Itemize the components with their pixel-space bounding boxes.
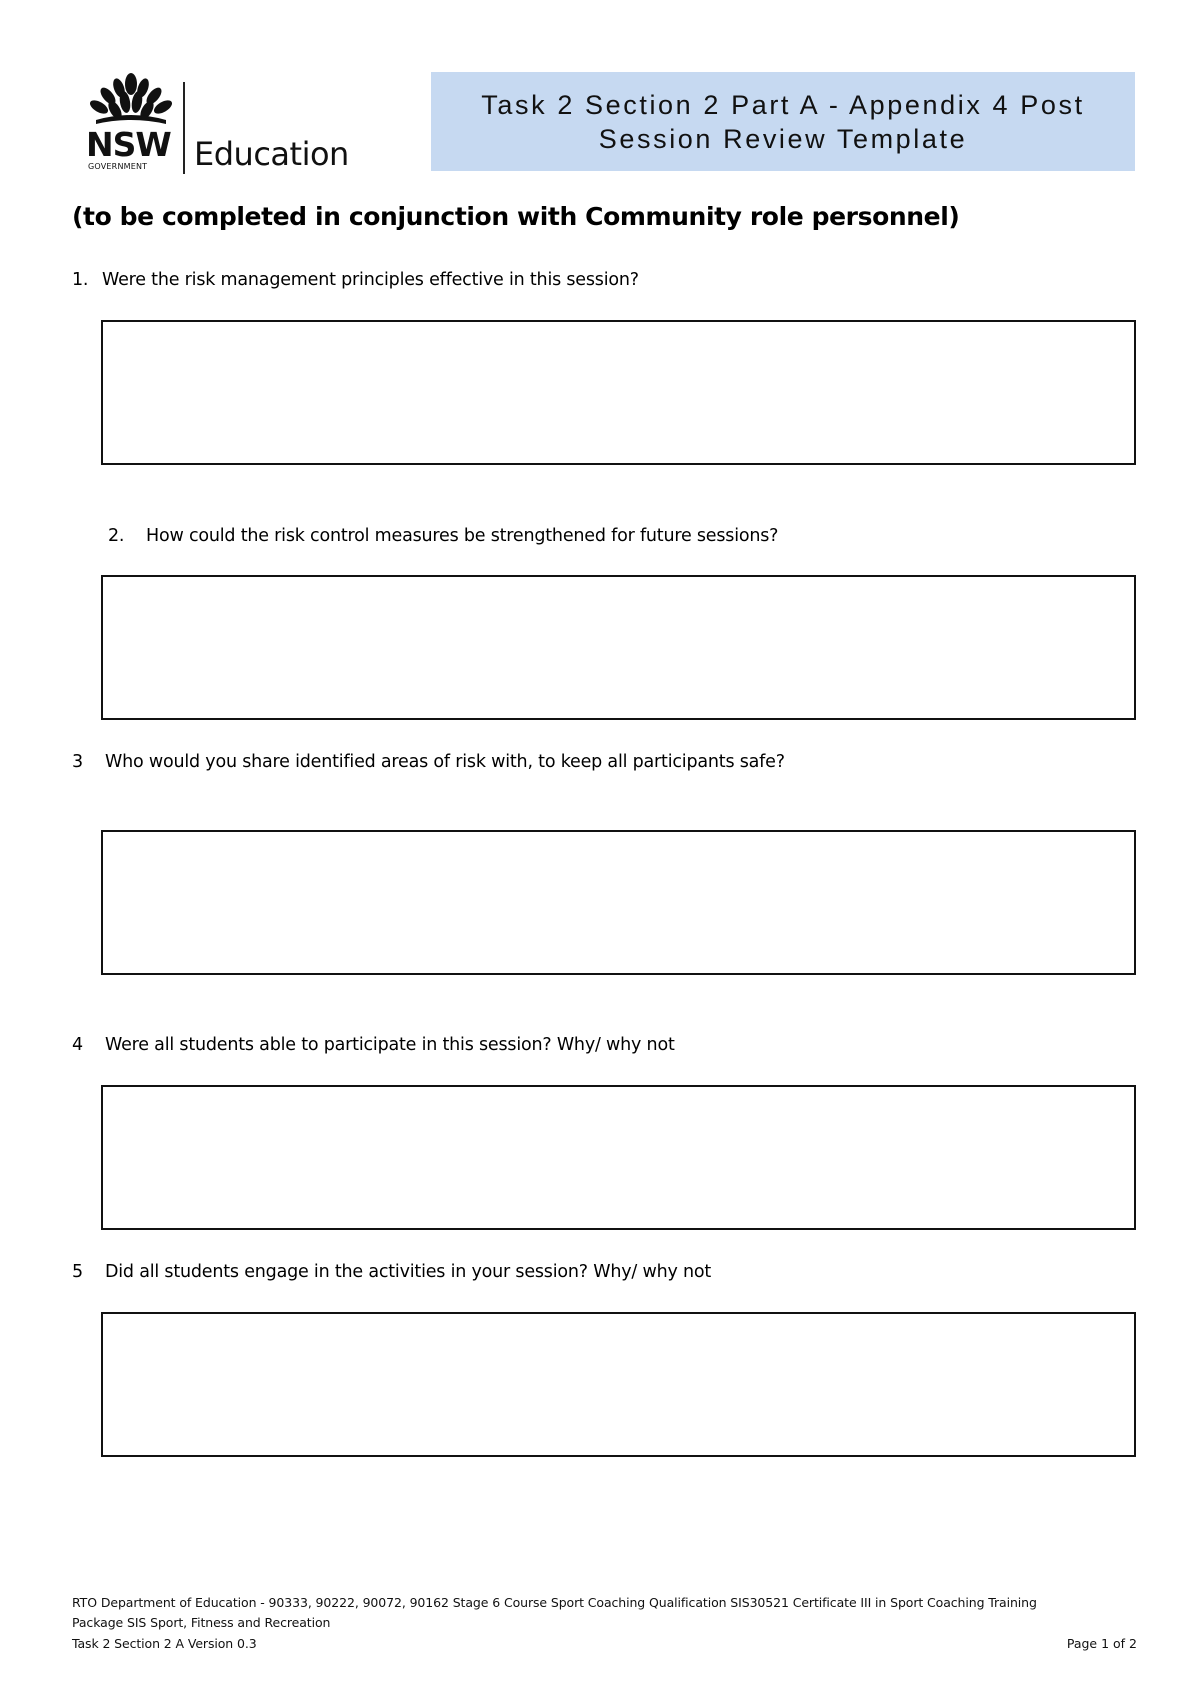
question-number: 4 (72, 1035, 83, 1055)
logo-nsw-text: NSW (86, 125, 171, 164)
waratah-flower-icon (86, 72, 176, 132)
logo-government-text: GOVERNMENT (88, 162, 148, 171)
answer-box-2[interactable] (101, 575, 1136, 720)
answer-box-1[interactable] (101, 320, 1136, 465)
document-title-box (431, 72, 1135, 171)
page-number: Page 1 of 2 (1066, 1636, 1137, 1651)
question-text: Did all students engage in the activities in your session? Why/ why not (105, 1262, 712, 1282)
logo-divider (183, 82, 185, 174)
question-number: 1. (72, 270, 89, 290)
question-number: 2. (108, 526, 125, 546)
document-title: Task 2 Section 2 Part A - Appendix 4 Post Session Review Template (481, 89, 1085, 154)
question-number: 3 (72, 752, 83, 772)
answer-box-3[interactable] (101, 830, 1136, 975)
nsw-education-logo (86, 72, 349, 176)
footer-rto-line: RTO Department of Education - 90333, 90222, 90072, 90162 Stage 6 Course Sport Coaching Qualification SIS30521 Certificate III in Sport Coaching Training (72, 1595, 1037, 1610)
question-text: Were all students able to participate in this session? Why/ why not (105, 1035, 675, 1055)
instruction-heading: (to be completed in conjunction with Community role personnel) (72, 202, 960, 231)
footer-package-line: Package SIS Sport, Fitness and Recreation (72, 1615, 331, 1630)
logo-education-text: Education (194, 135, 349, 173)
footer-version: Task 2 Section 2 A Version 0.3 (72, 1636, 257, 1651)
question-text: How could the risk control measures be strengthened for future sessions? (146, 526, 779, 546)
answer-box-4[interactable] (101, 1085, 1136, 1230)
question-text: Who would you share identified areas of risk with, to keep all participants safe? (105, 752, 785, 772)
question-number: 5 (72, 1262, 83, 1282)
answer-box-5[interactable] (101, 1312, 1136, 1457)
question-text: Were the risk management principles effective in this session? (102, 270, 639, 290)
